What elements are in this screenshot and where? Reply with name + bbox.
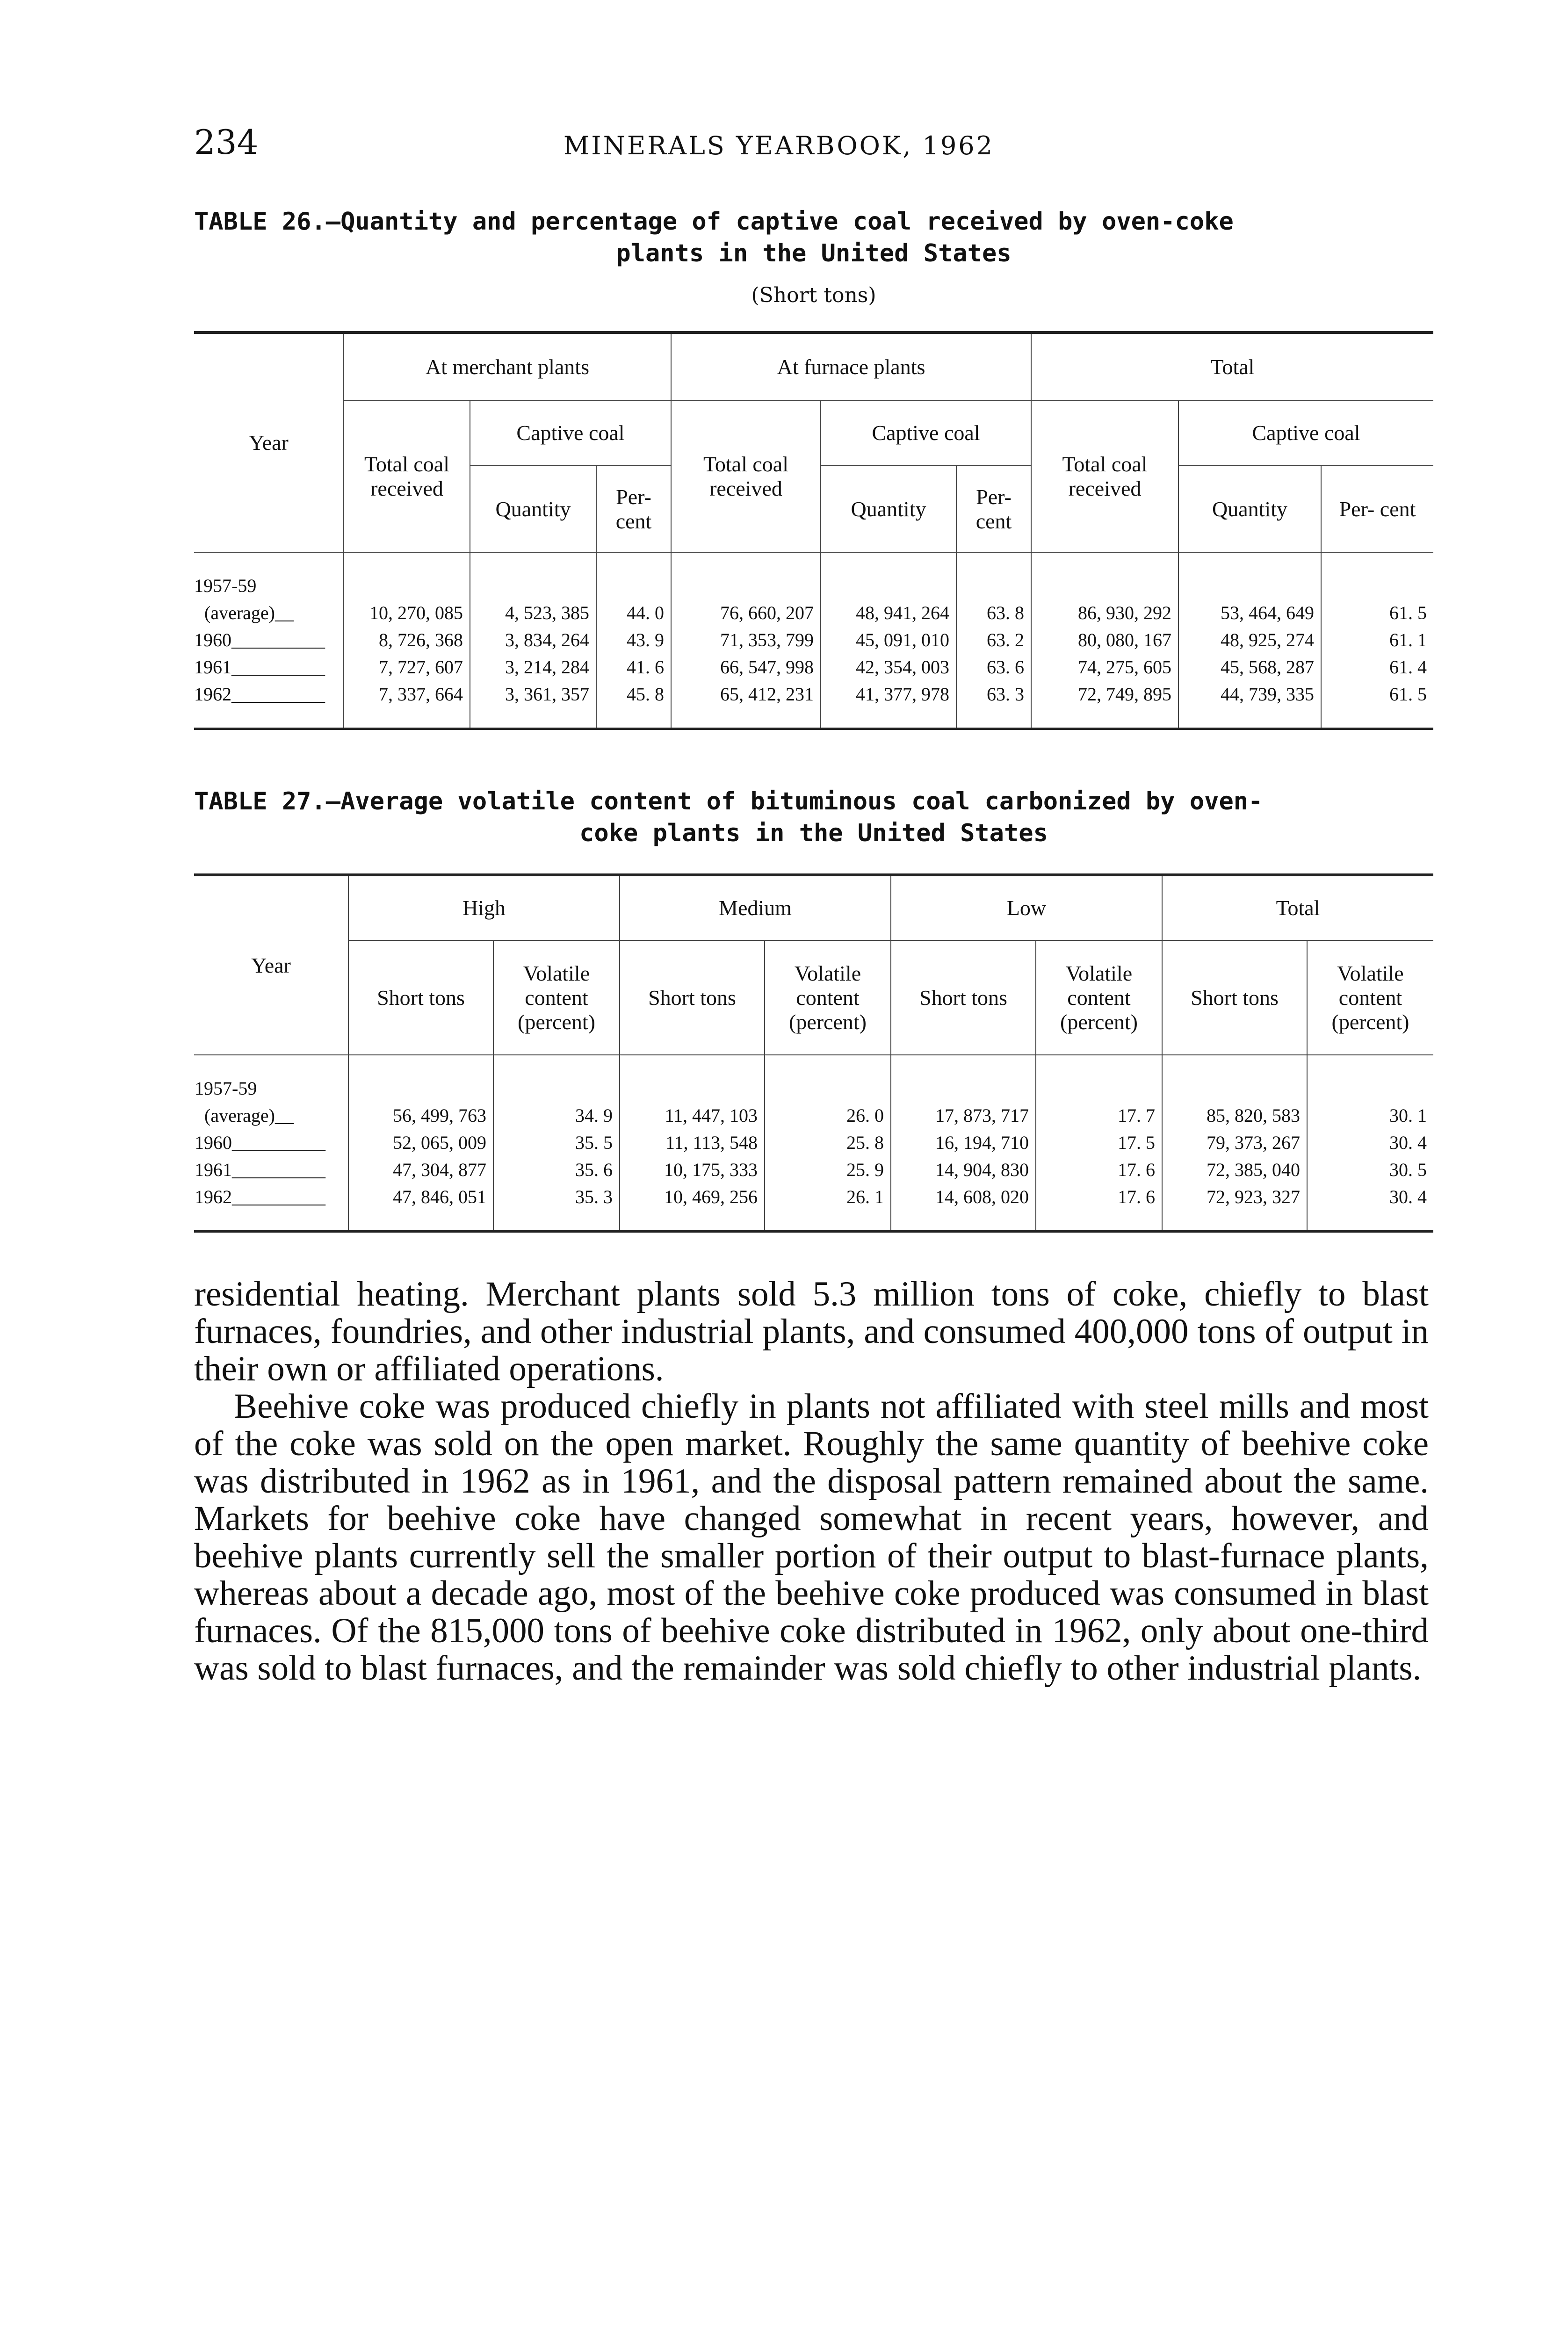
cell: 61. 5 (1321, 681, 1433, 708)
cell: 3, 834, 264 (470, 627, 596, 654)
table-row (194, 1075, 1433, 1102)
cell: 17. 7 (1036, 1102, 1162, 1129)
cell: 52, 065, 009 (348, 1129, 493, 1156)
col-percent: Per- cent (956, 466, 1031, 552)
table-row (194, 572, 1433, 599)
table-26 (194, 331, 1433, 730)
col-quantity: Quantity (1178, 466, 1321, 552)
table-27-title-line2: coke plants in the United States (579, 819, 1048, 847)
table-row (194, 627, 1433, 654)
col-short-tons: Short tons (891, 940, 1036, 1055)
row-year: 1961__________ (194, 657, 325, 678)
cell: 74, 275, 605 (1031, 654, 1178, 681)
cell: 30. 5 (1307, 1156, 1433, 1183)
cell: 17, 873, 717 (891, 1102, 1036, 1129)
col-volatile-content: Volatile content (percent) (1036, 940, 1162, 1055)
cell: 45, 568, 287 (1178, 654, 1321, 681)
row-year: 1961__________ (195, 1159, 325, 1180)
cell: 43. 9 (596, 627, 671, 654)
table-27 (194, 873, 1433, 1233)
cell: 65, 412, 231 (671, 681, 821, 708)
col-percent: Per- cent (596, 466, 671, 552)
cell: 47, 846, 051 (348, 1183, 493, 1211)
table-row (194, 1102, 1433, 1129)
cell: 10, 175, 333 (620, 1156, 765, 1183)
group-total: Total (1031, 332, 1433, 400)
cell: 35. 3 (493, 1183, 620, 1211)
col-captive-coal: Captive coal (821, 400, 1031, 466)
table-26-title (194, 206, 1433, 269)
cell: 3, 214, 284 (470, 654, 596, 681)
cell: 4, 523, 385 (470, 599, 596, 627)
col-short-tons: Short tons (348, 940, 493, 1055)
cell: 35. 6 (493, 1156, 620, 1183)
cell: 61. 4 (1321, 654, 1433, 681)
table-27-title (194, 786, 1433, 849)
group-merchant-plants: At merchant plants (344, 332, 671, 400)
col-total-coal-received: Total coal received (671, 400, 821, 552)
cell: 61. 5 (1321, 599, 1433, 627)
group-low: Low (891, 875, 1162, 940)
cell: 14, 608, 020 (891, 1183, 1036, 1211)
cell: 44. 0 (596, 599, 671, 627)
cell: 61. 1 (1321, 627, 1433, 654)
cell: 63. 2 (956, 627, 1031, 654)
col-year: Year (251, 953, 291, 977)
table-27-title-line1: TABLE 27.—Average volatile content of bituminous coal carbonized by oven- (194, 787, 1263, 815)
col-short-tons: Short tons (620, 940, 765, 1055)
cell: 10, 270, 085 (344, 599, 470, 627)
row-year-note: (average)__ (204, 1105, 294, 1126)
table-row (194, 1156, 1433, 1183)
col-short-tons: Short tons (1162, 940, 1307, 1055)
paragraph: residential heating. Merchant plants sold 5.3 million tons of coke, chiefly to blast furnaces, foundries, and other industrial plants, and consumed 400,000 tons of output in their own or affiliated operations. (194, 1275, 1429, 1388)
cell: 26. 1 (765, 1183, 891, 1211)
cell: 41. 6 (596, 654, 671, 681)
group-medium: Medium (620, 875, 891, 940)
cell: 80, 080, 167 (1031, 627, 1178, 654)
cell: 79, 373, 267 (1162, 1129, 1307, 1156)
book-title: MINERALS YEARBOOK, 1962 (564, 131, 995, 160)
cell: 17. 6 (1036, 1156, 1162, 1183)
col-captive-coal: Captive coal (1178, 400, 1433, 466)
row-year: 1962__________ (195, 1186, 325, 1207)
cell: 47, 304, 877 (348, 1156, 493, 1183)
col-quantity: Quantity (821, 466, 956, 552)
cell: 48, 941, 264 (821, 599, 956, 627)
cell: 30. 4 (1307, 1183, 1433, 1211)
col-year: Year (249, 431, 289, 455)
cell: 63. 8 (956, 599, 1031, 627)
col-quantity: Quantity (470, 466, 596, 552)
table-row (194, 1183, 1433, 1211)
page-number: 234 (194, 123, 259, 162)
cell: 44, 739, 335 (1178, 681, 1321, 708)
cell: 48, 925, 274 (1178, 627, 1321, 654)
cell: 34. 9 (493, 1102, 620, 1129)
cell: 63. 6 (956, 654, 1031, 681)
col-volatile-content: Volatile content (percent) (493, 940, 620, 1055)
cell: 85, 820, 583 (1162, 1102, 1307, 1129)
col-total-coal-received: Total coal received (344, 400, 470, 552)
col-volatile-content: Volatile content (percent) (765, 940, 891, 1055)
running-head (194, 123, 1111, 165)
cell: 30. 4 (1307, 1129, 1433, 1156)
table-row (194, 1129, 1433, 1156)
table-26-title-line1: TABLE 26.—Quantity and percentage of captive coal received by oven-coke (194, 208, 1234, 236)
body-text (194, 1276, 1429, 1687)
cell: 63. 3 (956, 681, 1031, 708)
cell: 66, 547, 998 (671, 654, 821, 681)
cell: 7, 727, 607 (344, 654, 470, 681)
cell: 76, 660, 207 (671, 599, 821, 627)
cell: 53, 464, 649 (1178, 599, 1321, 627)
table-row (194, 599, 1433, 627)
cell: 72, 385, 040 (1162, 1156, 1307, 1183)
cell: 71, 353, 799 (671, 627, 821, 654)
row-year: 1957-59 (194, 575, 257, 596)
cell: 17. 5 (1036, 1129, 1162, 1156)
cell: 45. 8 (596, 681, 671, 708)
paragraph: Beehive coke was produced chiefly in plants not affiliated with steel mills and most of the coke was sold on the open market. Roughly the same quantity of beehive coke was distributed in 1962 as in 1961, and the disposal pattern remained about the same. Markets for beehive coke have changed somewhat in recent years, however, and beehive plants currently sell the smaller portion of their output to blast-furnace plants, whereas about a decade ago, most of the beehive coke produced was consumed in blast furnaces. Of the 815,000 tons of beehive coke distributed in 1962, only about one-third was sold to blast furnaces, and the remainder was sold chiefly to other industrial plants. (194, 1387, 1429, 1688)
table-row (194, 681, 1433, 708)
cell: 17. 6 (1036, 1183, 1162, 1211)
cell: 14, 904, 830 (891, 1156, 1036, 1183)
col-captive-coal: Captive coal (470, 400, 671, 466)
group-total: Total (1162, 875, 1433, 940)
col-volatile-content: Volatile content (percent) (1307, 940, 1433, 1055)
group-high: High (348, 875, 620, 940)
col-total-coal-received: Total coal received (1031, 400, 1178, 552)
table-26-units: (Short tons) (751, 283, 876, 307)
cell: 11, 113, 548 (620, 1129, 765, 1156)
cell: 10, 469, 256 (620, 1183, 765, 1211)
cell: 26. 0 (765, 1102, 891, 1129)
cell: 8, 726, 368 (344, 627, 470, 654)
cell: 35. 5 (493, 1129, 620, 1156)
cell: 86, 930, 292 (1031, 599, 1178, 627)
cell: 72, 749, 895 (1031, 681, 1178, 708)
row-year: 1962__________ (194, 684, 325, 705)
cell: 42, 354, 003 (821, 654, 956, 681)
cell: 56, 499, 763 (348, 1102, 493, 1129)
row-year: 1960__________ (194, 629, 325, 650)
cell: 7, 337, 664 (344, 681, 470, 708)
table-row (194, 654, 1433, 681)
cell: 41, 377, 978 (821, 681, 956, 708)
cell: 3, 361, 357 (470, 681, 596, 708)
cell: 25. 9 (765, 1156, 891, 1183)
cell: 25. 8 (765, 1129, 891, 1156)
col-percent: Per- cent (1321, 466, 1433, 552)
cell: 16, 194, 710 (891, 1129, 1036, 1156)
cell: 30. 1 (1307, 1102, 1433, 1129)
cell: 72, 923, 327 (1162, 1183, 1307, 1211)
table-26-title-line2: plants in the United States (616, 239, 1012, 267)
row-year: 1957-59 (195, 1078, 257, 1099)
row-year: 1960__________ (195, 1132, 325, 1153)
group-furnace-plants: At furnace plants (671, 332, 1031, 400)
cell: 45, 091, 010 (821, 627, 956, 654)
cell: 11, 447, 103 (620, 1102, 765, 1129)
row-year-note: (average)__ (204, 602, 294, 623)
